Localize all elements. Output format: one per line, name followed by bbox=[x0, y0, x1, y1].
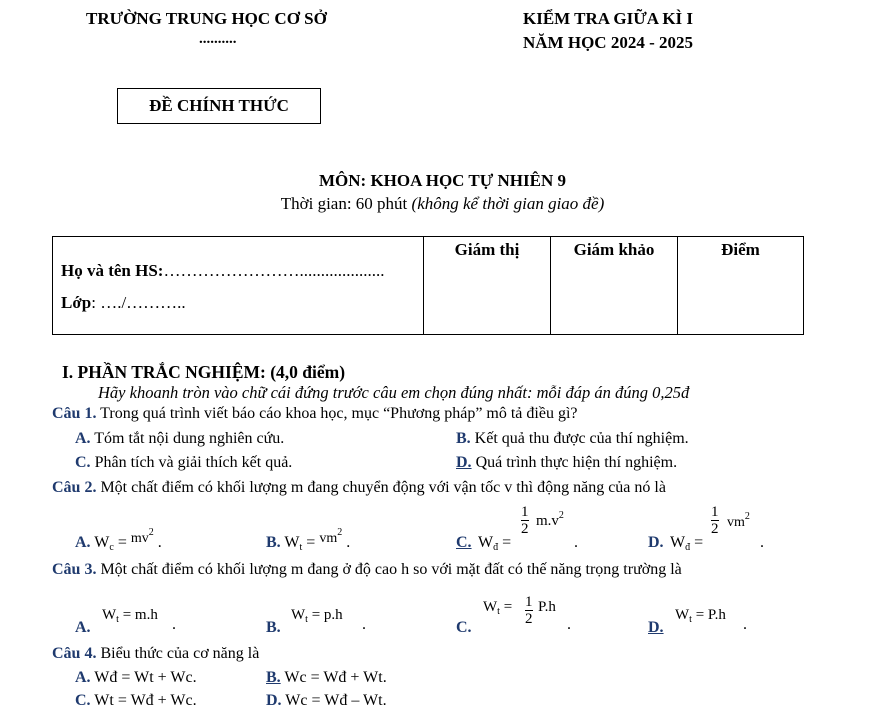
formula-lhs: W bbox=[291, 607, 306, 623]
q1-option-c[interactable] bbox=[75, 454, 292, 472]
student-info-table bbox=[52, 236, 804, 335]
option-letter: A. bbox=[75, 430, 91, 447]
question-label: Câu 2. bbox=[52, 479, 97, 496]
option-text: Kết quả thu được của thí nghiệm. bbox=[474, 430, 689, 447]
question-text: Trong quá trình viết báo cáo khoa học, mục “Phương pháp” mô tả điều gì? bbox=[100, 405, 578, 422]
formula-lhs: W bbox=[284, 534, 300, 551]
exam-time bbox=[0, 194, 885, 214]
fraction-den: 2 bbox=[521, 521, 529, 537]
formula-sub: t bbox=[116, 614, 119, 625]
q4-option-c[interactable] bbox=[75, 692, 197, 710]
school-dots: .......... bbox=[199, 31, 237, 47]
formula-sub: t bbox=[497, 606, 500, 617]
question-text: Biểu thức của cơ năng là bbox=[100, 645, 260, 662]
grader-column bbox=[551, 237, 678, 335]
fraction-den: 2 bbox=[525, 611, 533, 627]
option-text: Wđ = Wt + Wc. bbox=[94, 669, 197, 686]
class-dots: : …./……….. bbox=[91, 293, 186, 312]
class-label: Lớp bbox=[61, 293, 92, 312]
question-label: Câu 3. bbox=[52, 561, 97, 578]
fraction bbox=[711, 505, 719, 537]
formula-rhs: mv bbox=[130, 531, 149, 546]
formula-lhs: W bbox=[478, 534, 494, 551]
formula-rhs: P.h bbox=[538, 599, 556, 615]
formula-lhs: W bbox=[675, 607, 690, 623]
question-3 bbox=[52, 561, 682, 579]
formula-lhs: W bbox=[94, 534, 110, 551]
question-text: Một chất điểm có khối lượng m đang chuyển động với vận tốc v thì động năng của nó là bbox=[100, 479, 666, 496]
school-year: NĂM HỌC 2024 - 2025 bbox=[523, 33, 693, 52]
q2-option-a[interactable]: A. $Wc = mv^2$ . bbox=[75, 527, 162, 553]
q1-option-b[interactable] bbox=[456, 430, 689, 448]
option-letter: D. bbox=[266, 692, 282, 709]
formula-rhs: vm bbox=[727, 515, 745, 530]
proctor-column bbox=[424, 237, 551, 335]
question-1 bbox=[52, 405, 578, 423]
formula-sup: 2 bbox=[337, 527, 343, 538]
q2-option-d[interactable]: D. Wđ = $\frac{1}{2}$ $vm^2$ . bbox=[648, 504, 764, 553]
formula-sup: 2 bbox=[558, 510, 564, 521]
option-text: Wt = Wđ + Wc. bbox=[94, 692, 197, 709]
formula-sup: 2 bbox=[148, 527, 154, 538]
formula-sup: 2 bbox=[744, 511, 750, 522]
official-exam-label: ĐỀ CHÍNH THỨC bbox=[149, 96, 289, 115]
fraction-num: 1 bbox=[711, 504, 719, 520]
option-text: Wc = Wđ – Wt. bbox=[285, 692, 387, 709]
score-column bbox=[678, 237, 804, 335]
option-text: Tóm tắt nội dung nghiên cứu. bbox=[94, 430, 285, 447]
proctor-header: Giám thị bbox=[454, 240, 520, 259]
option-text: Wc = Wđ + Wt. bbox=[284, 669, 387, 686]
question-2 bbox=[52, 479, 666, 497]
question-label: Câu 4. bbox=[52, 645, 97, 662]
score-header: Điểm bbox=[721, 240, 760, 259]
q3-option-b[interactable]: B. $W_t = p.h$ . bbox=[266, 607, 366, 636]
student-name-dots: …………………….................... bbox=[163, 261, 385, 280]
question-4 bbox=[52, 645, 259, 663]
fraction bbox=[525, 595, 533, 627]
option-letter: A. bbox=[75, 669, 91, 686]
formula-sub: t bbox=[305, 614, 308, 625]
question-text: Một chất điểm có khối lượng m đang ở độ cao h so với mặt đất có thế năng trọng trường là bbox=[100, 561, 682, 578]
formula-sub: đ bbox=[493, 542, 499, 553]
q1-option-a[interactable] bbox=[75, 430, 284, 448]
formula-sub: c bbox=[109, 542, 114, 553]
class-line bbox=[61, 293, 186, 313]
school-name: TRƯỜNG TRUNG HỌC CƠ SỞ bbox=[86, 9, 327, 28]
student-name-line bbox=[61, 261, 384, 281]
formula-rhs: p.h bbox=[323, 607, 343, 623]
formula-rhs: P.h bbox=[707, 607, 726, 623]
student-name-label: Họ và tên HS: bbox=[61, 261, 164, 280]
q4-option-a[interactable] bbox=[75, 669, 197, 687]
formula-rhs: m.h bbox=[134, 607, 158, 623]
option-letter: B. bbox=[266, 534, 281, 551]
fraction-num: 1 bbox=[525, 594, 533, 610]
option-letter: C. bbox=[75, 692, 91, 709]
option-letter: A. bbox=[75, 619, 91, 636]
exam-title: KIỂM TRA GIỮA KÌ I bbox=[523, 9, 694, 28]
q1-option-d[interactable] bbox=[456, 454, 677, 472]
time-note: (không kể thời gian giao đề) bbox=[411, 194, 605, 213]
time-prefix: Thời gian: 60 phút bbox=[280, 194, 408, 213]
option-letter: D. bbox=[456, 454, 472, 471]
option-letter: A. bbox=[75, 534, 91, 551]
option-letter: C. bbox=[75, 454, 91, 471]
option-text: Quá trình thực hiện thí nghiệm. bbox=[475, 454, 678, 471]
subject-title: MÔN: KHOA HỌC TỰ NHIÊN 9 bbox=[319, 171, 566, 190]
q3-option-d[interactable]: D. $W_t = P.h$ . bbox=[648, 607, 747, 636]
option-text: Phân tích và giải thích kết quả. bbox=[94, 454, 293, 471]
option-letter: C. bbox=[456, 534, 472, 551]
formula-lhs: W bbox=[670, 534, 686, 551]
q4-option-b[interactable] bbox=[266, 669, 387, 687]
q2-option-b[interactable]: B. $Wt = vm^2$ . bbox=[266, 527, 351, 553]
option-letter: D. bbox=[648, 619, 664, 636]
formula-rhs: m.v bbox=[536, 513, 559, 529]
question-label: Câu 1. bbox=[52, 405, 97, 422]
q3-option-a[interactable]: A. $W_t = m.h$ . bbox=[75, 607, 176, 636]
section-title: I. PHẦN TRẮC NGHIỆM: (4,0 điểm) bbox=[62, 362, 346, 382]
option-letter: B. bbox=[456, 430, 471, 447]
grader-header: Giám khảo bbox=[573, 240, 655, 259]
q2-option-c[interactable]: C. Wđ = $\frac{1}{2}$ $m.v^2$ . bbox=[456, 504, 578, 553]
q3-option-c[interactable]: C. $W_t$ = $\frac{1}{2}$ P.h . bbox=[456, 594, 571, 636]
option-letter: C. bbox=[456, 619, 472, 636]
fraction-num: 1 bbox=[521, 504, 529, 520]
formula-lhs: W bbox=[102, 607, 117, 623]
q4-option-d[interactable] bbox=[266, 692, 387, 710]
student-info-cell bbox=[53, 237, 424, 335]
formula-rhs: vm bbox=[319, 531, 338, 546]
formula-lhs: W bbox=[483, 599, 498, 615]
option-letter: B. bbox=[266, 619, 281, 636]
formula-sub: t bbox=[689, 614, 692, 625]
section-instruction: Hãy khoanh tròn vào chữ cái đứng trước câu em chọn đúng nhất: mỗi đáp án đúng 0,25đ bbox=[98, 383, 690, 402]
formula-sub: t bbox=[299, 542, 303, 553]
official-exam-box bbox=[117, 88, 321, 124]
fraction-den: 2 bbox=[711, 521, 719, 537]
fraction bbox=[521, 505, 529, 537]
option-letter: D. bbox=[648, 534, 664, 551]
formula-sub: đ bbox=[685, 542, 691, 553]
option-letter: B. bbox=[266, 669, 281, 686]
